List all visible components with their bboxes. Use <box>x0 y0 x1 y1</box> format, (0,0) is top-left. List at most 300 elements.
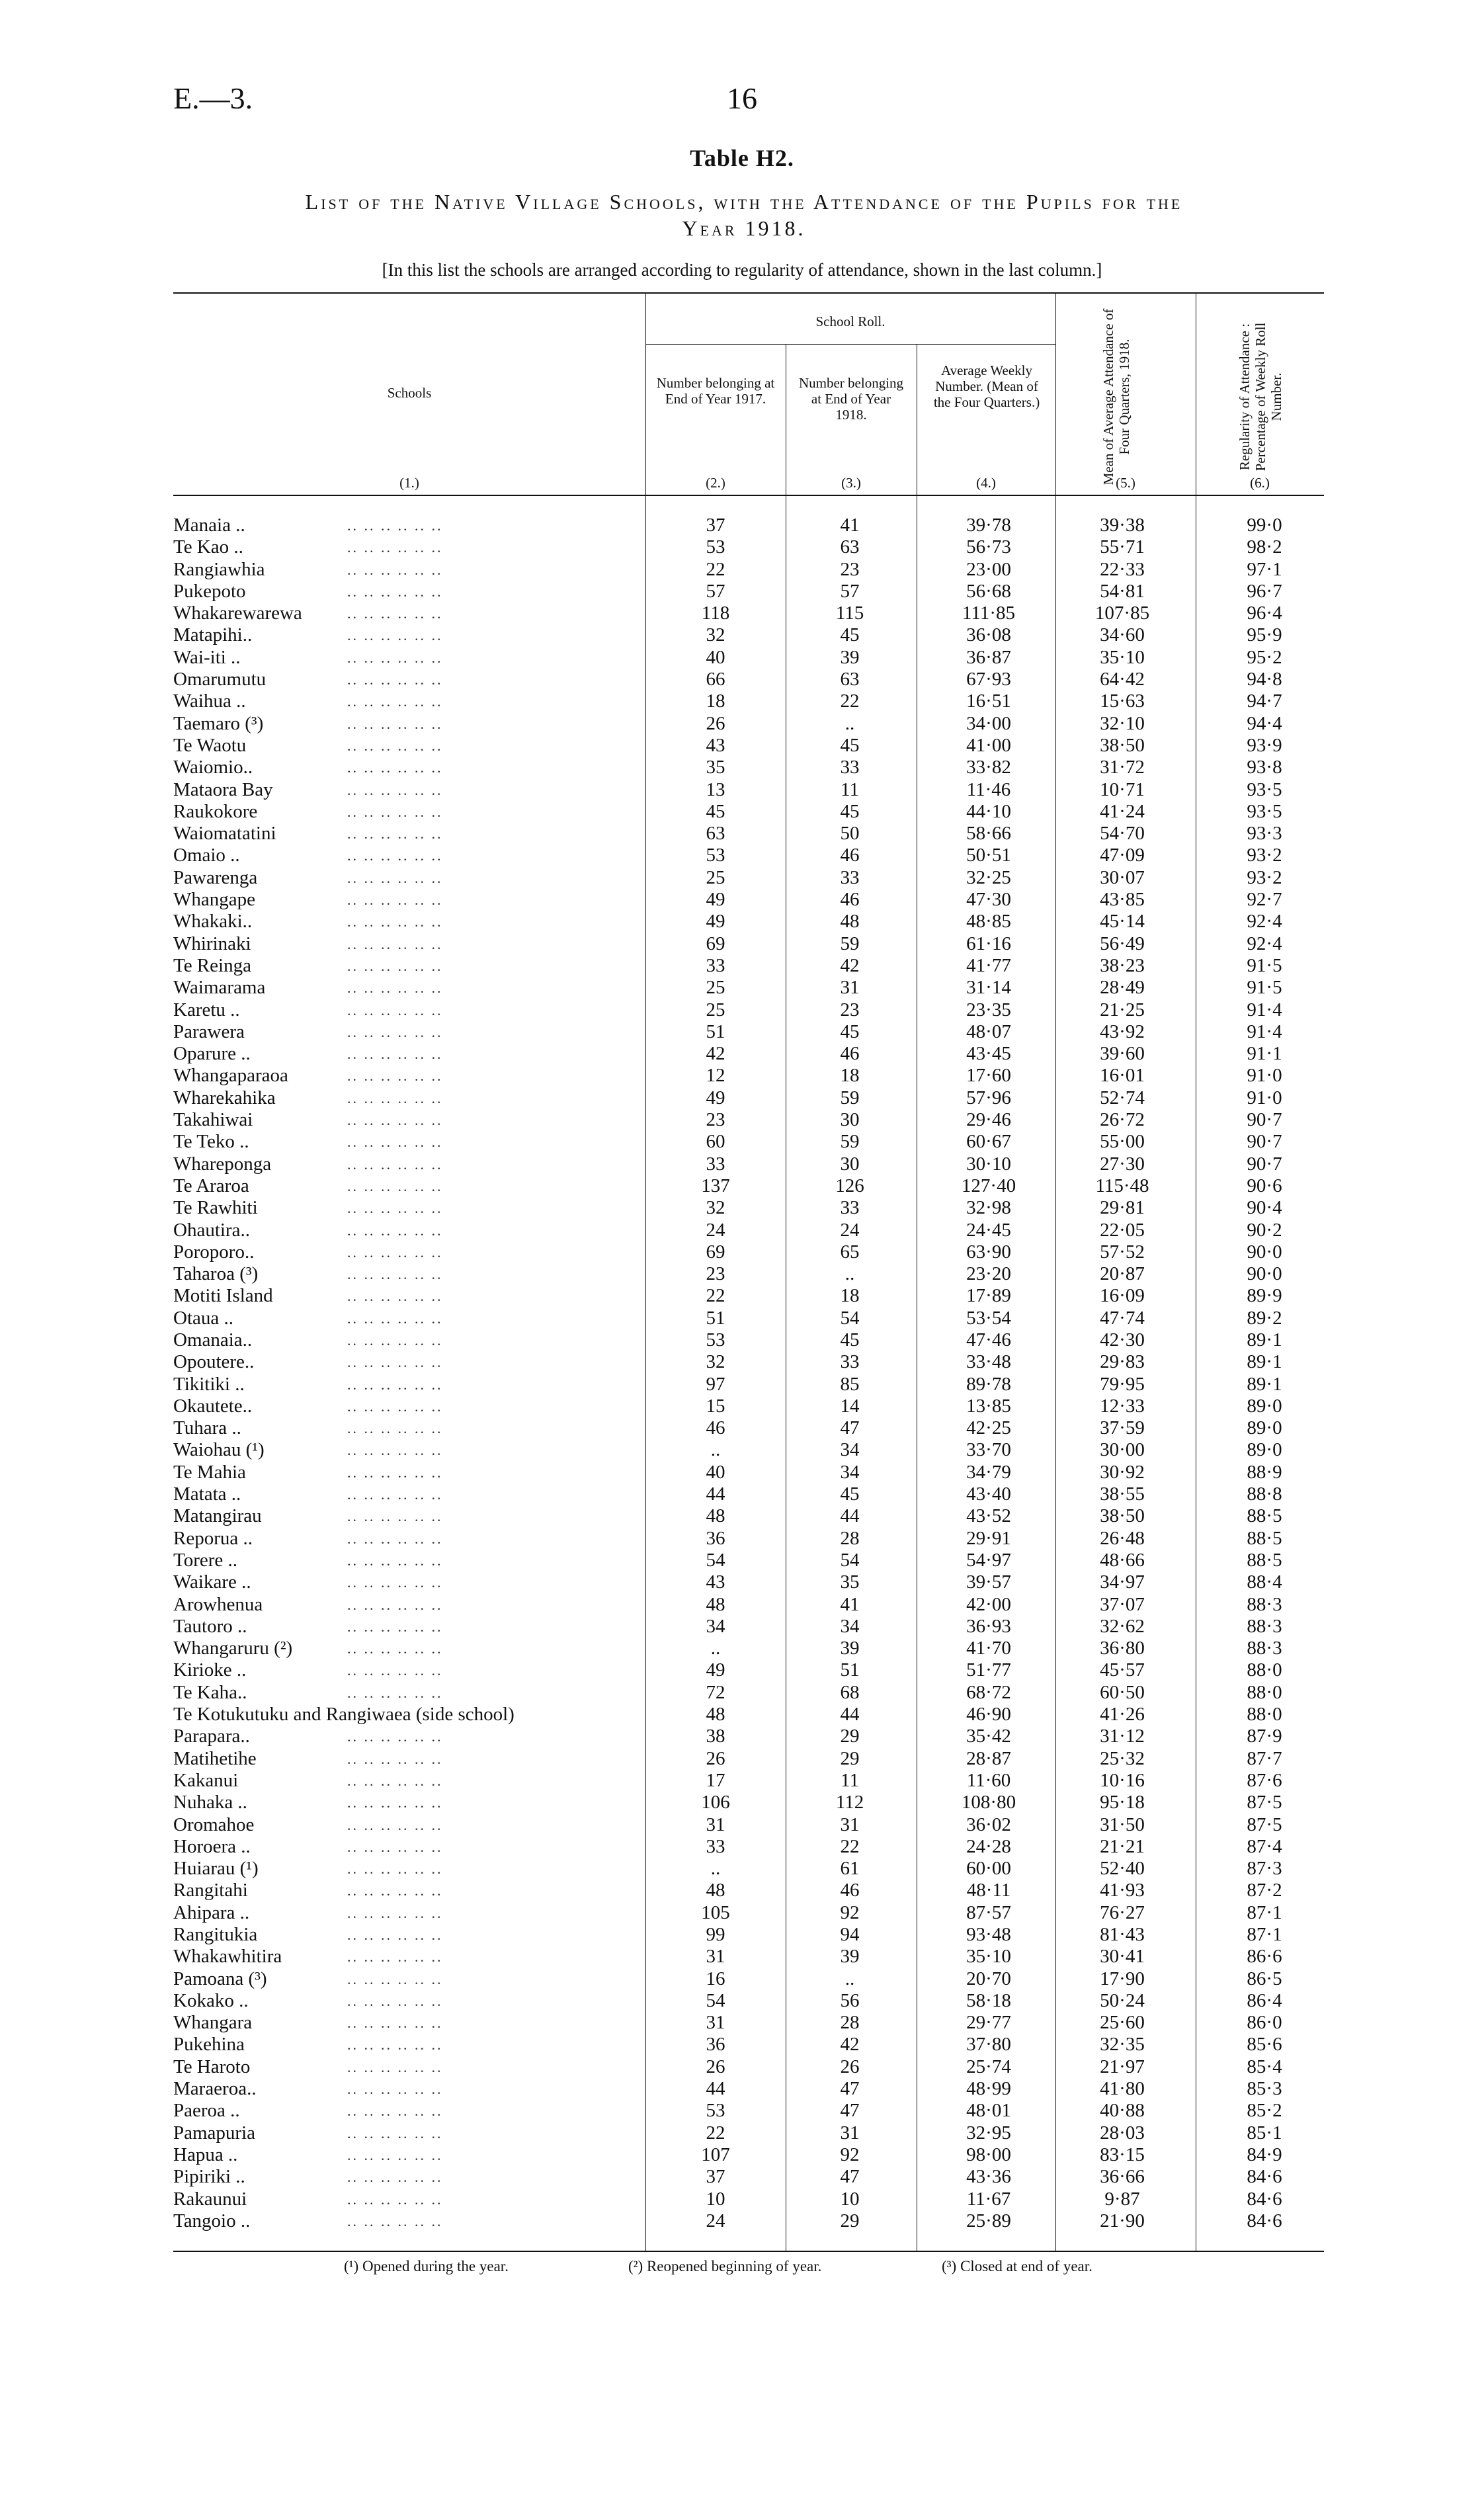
regularity-percent: 89·0 <box>1247 1395 1282 1417</box>
regularity-percent: 87·2 <box>1247 1880 1282 1901</box>
roll-1918: 45 <box>840 1021 860 1042</box>
regularity-percent: 93·9 <box>1247 734 1282 756</box>
average-attendance: 26·48 <box>1100 1527 1145 1549</box>
roll-1918: 46 <box>840 889 860 911</box>
leader-dots: .. .. .. .. .. .. <box>347 693 443 710</box>
roll-1917: 69 <box>706 1241 725 1263</box>
leader-dots: .. .. .. .. .. .. <box>347 892 443 909</box>
regularity-percent: 89·9 <box>1247 1285 1282 1307</box>
roll-1917: 49 <box>706 1087 725 1108</box>
roll-1917: 24 <box>706 2210 725 2231</box>
roll-1918: 23 <box>840 558 860 580</box>
regularity-percent: 96·7 <box>1247 580 1282 602</box>
average-attendance: 35·10 <box>1100 646 1145 668</box>
roll-1918: 30 <box>840 1153 860 1175</box>
subtitle-line-2: Year 1918. <box>682 216 806 240</box>
leader-dots: .. .. .. .. .. .. <box>347 759 443 776</box>
average-attendance: 27·30 <box>1100 1153 1145 1175</box>
average-weekly: 13·85 <box>966 1395 1011 1417</box>
leader-dots: .. .. .. .. .. .. <box>347 913 443 931</box>
average-attendance: 39·60 <box>1100 1043 1145 1065</box>
average-attendance: 10·16 <box>1100 1769 1145 1791</box>
regularity-percent: 89·1 <box>1247 1329 1282 1351</box>
table-row <box>0 536 1484 558</box>
average-weekly: 16·51 <box>966 690 1011 712</box>
table-row <box>0 2144 1484 2166</box>
leader-dots: .. .. .. .. .. .. <box>347 1023 443 1040</box>
regularity-percent: 91·4 <box>1247 999 1282 1021</box>
average-attendance: 41·24 <box>1100 800 1145 822</box>
regularity-percent: 88·3 <box>1247 1593 1282 1615</box>
average-weekly: 33·82 <box>966 757 1011 778</box>
roll-1917: 60 <box>706 1131 725 1153</box>
leader-dots: .. .. .. .. .. .. <box>347 1288 443 1305</box>
school-name: Taharoa (³) <box>173 1263 259 1285</box>
average-attendance: 43·92 <box>1100 1021 1145 1042</box>
average-attendance: 15·63 <box>1100 690 1145 712</box>
average-attendance: 28·49 <box>1100 977 1145 999</box>
roll-1918: 33 <box>840 866 860 888</box>
average-attendance: 26·72 <box>1100 1109 1145 1131</box>
regularity-percent: 88·5 <box>1247 1549 1282 1571</box>
average-weekly: 11·60 <box>966 1769 1011 1791</box>
leader-dots: .. .. .. .. .. .. <box>347 957 443 974</box>
roll-1918: 28 <box>840 1527 860 1549</box>
roll-1918: 85 <box>840 1373 860 1395</box>
leader-dots: .. .. .. .. .. .. <box>347 1662 443 1679</box>
average-attendance: 17·90 <box>1100 1968 1145 1989</box>
roll-1918: 45 <box>840 1329 860 1351</box>
regularity-percent: 89·0 <box>1247 1439 1282 1461</box>
roll-1917: 16 <box>706 1968 725 1989</box>
average-weekly: 32·95 <box>966 2122 1011 2144</box>
table-row <box>0 1968 1484 1990</box>
table-row <box>0 2034 1484 2056</box>
table-row <box>0 1770 1484 1792</box>
average-attendance: 31·12 <box>1100 1726 1145 1747</box>
average-weekly: 108·80 <box>961 1792 1016 1813</box>
roll-1918: 22 <box>840 1835 860 1857</box>
column-number-6: (6.) <box>1250 475 1270 491</box>
average-weekly: 58·66 <box>966 823 1011 845</box>
column-number-1: (1.) <box>399 475 419 491</box>
roll-1917: 43 <box>706 1571 725 1593</box>
average-attendance: 43·85 <box>1100 889 1145 911</box>
roll-1918: 34 <box>840 1615 860 1637</box>
school-name: Omanaia.. <box>173 1329 253 1351</box>
school-name: Whirinaki <box>173 933 251 954</box>
roll-1917: .. <box>710 1858 721 1880</box>
leader-dots: .. .. .. .. .. .. <box>347 2103 443 2120</box>
table-row <box>0 1902 1484 1924</box>
column-number-4: (4.) <box>976 475 996 491</box>
regularity-percent: 90·7 <box>1247 1153 1282 1175</box>
leader-dots: .. .. .. .. .. .. <box>347 803 443 820</box>
leader-dots: .. .. .. .. .. .. <box>347 605 443 622</box>
average-weekly: 60·00 <box>966 1858 1011 1880</box>
table-subtitle <box>159 188 1329 241</box>
roll-1918: 42 <box>840 954 860 976</box>
average-weekly: 34·79 <box>966 1461 1011 1483</box>
table-row <box>0 669 1484 690</box>
average-weekly: 24·28 <box>966 1835 1011 1857</box>
regularity-percent: 87·1 <box>1247 1924 1282 1945</box>
column-number-5: (5.) <box>1116 475 1135 491</box>
average-attendance: 10·71 <box>1100 778 1145 800</box>
regularity-percent: 95·9 <box>1247 624 1282 646</box>
roll-1918: 41 <box>840 515 860 536</box>
school-name: Oparure .. <box>173 1043 251 1065</box>
roll-1917: 15 <box>706 1395 725 1417</box>
leader-dots: .. .. .. .. .. .. <box>347 1089 443 1106</box>
average-attendance: 25·60 <box>1100 2012 1145 2034</box>
leader-dots: .. .. .. .. .. .. <box>347 1243 443 1261</box>
leader-dots: .. .. .. .. .. .. <box>347 583 443 600</box>
roll-1917: 22 <box>706 2122 725 2144</box>
average-weekly: 36·93 <box>966 1615 1011 1637</box>
average-weekly: 53·54 <box>966 1307 1011 1329</box>
regularity-percent: 99·0 <box>1247 515 1282 536</box>
table-row <box>0 1131 1484 1153</box>
roll-1918: 115 <box>835 603 864 624</box>
regularity-percent: 87·1 <box>1247 1901 1282 1923</box>
roll-1917: 31 <box>706 1813 725 1835</box>
average-attendance: 28·03 <box>1100 2122 1145 2144</box>
school-name: Opoutere.. <box>173 1351 255 1373</box>
leader-dots: .. .. .. .. .. .. <box>347 1860 443 1878</box>
leader-dots: .. .. .. .. .. .. <box>347 781 443 798</box>
school-name: Motiti Island <box>173 1285 273 1307</box>
average-attendance: 38·50 <box>1100 1505 1145 1527</box>
table-row <box>0 1946 1484 1968</box>
leader-dots: .. .. .. .. .. .. <box>347 649 443 666</box>
roll-1918: 61 <box>840 1858 860 1880</box>
regularity-percent: 93·8 <box>1247 757 1282 778</box>
regularity-percent: 90·7 <box>1247 1131 1282 1153</box>
average-attendance: 55·00 <box>1100 1131 1145 1153</box>
roll-1918: 33 <box>840 1351 860 1373</box>
regularity-percent: 97·1 <box>1247 558 1282 580</box>
roll-1917: 45 <box>706 800 725 822</box>
table-row <box>0 1704 1484 1726</box>
table-row <box>0 1175 1484 1197</box>
regularity-percent: 88·8 <box>1247 1483 1282 1505</box>
average-attendance: 115·48 <box>1095 1175 1149 1196</box>
roll-1918: 45 <box>840 1483 860 1505</box>
roll-1917: 137 <box>701 1175 730 1196</box>
average-weekly: 32·98 <box>966 1197 1011 1219</box>
roll-1918: 33 <box>840 757 860 778</box>
table-row <box>0 1021 1484 1043</box>
average-weekly: 48·99 <box>966 2078 1011 2100</box>
average-attendance: 83·15 <box>1100 2144 1145 2165</box>
average-weekly: 42·00 <box>966 1593 1011 1615</box>
roll-1917: 40 <box>706 646 725 668</box>
table-row <box>0 1616 1484 1638</box>
header-school-roll: School Roll. <box>815 313 886 329</box>
school-name: Whareponga <box>173 1153 272 1175</box>
average-attendance: 34·60 <box>1100 624 1145 646</box>
average-attendance: 38·50 <box>1100 734 1145 756</box>
roll-1918: 11 <box>841 778 859 800</box>
average-weekly: 44·10 <box>966 800 1011 822</box>
regularity-percent: 98·2 <box>1247 536 1282 558</box>
table-row <box>0 2188 1484 2210</box>
table-row <box>0 1505 1484 1527</box>
school-name: Waiomio.. <box>173 757 253 778</box>
school-name: Pamapuria <box>173 2122 256 2144</box>
school-name: Matata .. <box>173 1483 241 1505</box>
roll-1917: 53 <box>706 536 725 558</box>
table-row <box>0 1726 1484 1747</box>
regularity-percent: 87·3 <box>1247 1858 1282 1880</box>
average-weekly: 29·77 <box>966 2012 1011 2034</box>
table-row <box>0 1109 1484 1131</box>
roll-1917: 33 <box>706 954 725 976</box>
roll-1917: 37 <box>706 2166 725 2188</box>
regularity-percent: 94·7 <box>1247 690 1282 712</box>
average-attendance: 32·62 <box>1100 1615 1145 1637</box>
footnote-closed: (³) Closed at end of year. <box>942 2258 1092 2274</box>
average-weekly: 48·07 <box>966 1021 1011 1042</box>
roll-1918: 34 <box>840 1439 860 1461</box>
regularity-percent: 87·4 <box>1247 1835 1282 1857</box>
regularity-percent: 88·5 <box>1247 1505 1282 1527</box>
roll-1918: 29 <box>840 1726 860 1747</box>
footnote-reopened: (²) Reopened beginning of year. <box>628 2258 822 2274</box>
average-attendance: 40·88 <box>1100 2100 1145 2122</box>
roll-1917: 51 <box>706 1307 725 1329</box>
average-weekly: 32·25 <box>966 866 1011 888</box>
roll-1918: 42 <box>840 2034 860 2056</box>
roll-1917: 32 <box>706 1197 725 1219</box>
leader-dots: .. .. .. .. .. .. <box>347 2190 443 2208</box>
school-name: Omaio .. <box>173 845 240 866</box>
roll-1918: 11 <box>841 1769 859 1791</box>
average-attendance: 36·66 <box>1100 2166 1145 2188</box>
table-row <box>0 1197 1484 1219</box>
roll-1917: 25 <box>706 999 725 1021</box>
regularity-percent: 90·0 <box>1247 1263 1282 1285</box>
table-row <box>0 1439 1484 1461</box>
school-name: Kakanui <box>173 1769 239 1791</box>
roll-1917: 49 <box>706 889 725 911</box>
table-row <box>0 581 1484 603</box>
average-attendance: 52·74 <box>1100 1087 1145 1108</box>
regularity-percent: 86·0 <box>1247 2012 1282 2034</box>
column-number-2: (2.) <box>706 475 725 491</box>
leader-dots: .. .. .. .. .. .. <box>347 1904 443 1921</box>
leader-dots: .. .. .. .. .. .. <box>347 1155 443 1173</box>
table-row <box>0 911 1484 933</box>
school-name: Waiohau (¹) <box>173 1439 265 1461</box>
average-weekly: 48·11 <box>966 1880 1011 1901</box>
table-row <box>0 2078 1484 2100</box>
roll-1917: 72 <box>706 1681 725 1703</box>
roll-1917: 69 <box>706 933 725 954</box>
average-weekly: 11·46 <box>966 778 1011 800</box>
average-weekly: 39·57 <box>966 1571 1011 1593</box>
school-name: Te Reinga <box>173 954 251 976</box>
regularity-percent: 84·6 <box>1247 2188 1282 2210</box>
roll-1917: 23 <box>706 1263 725 1285</box>
average-attendance: 38·23 <box>1100 954 1145 976</box>
leader-dots: .. .. .. .. .. .. <box>347 1442 443 1459</box>
roll-1918: 46 <box>840 1880 860 1901</box>
average-weekly: 33·48 <box>966 1351 1011 1373</box>
table-row <box>0 1220 1484 1241</box>
roll-1917: 49 <box>706 1659 725 1681</box>
leader-dots: .. .. .. .. .. .. <box>347 1112 443 1129</box>
average-attendance: 21·21 <box>1100 1835 1145 1857</box>
regularity-percent: 94·4 <box>1247 712 1282 734</box>
average-weekly: 35·10 <box>966 1946 1011 1968</box>
school-name: Tautoro .. <box>173 1615 247 1637</box>
roll-1917: 13 <box>706 778 725 800</box>
school-name: Mataora Bay <box>173 778 273 800</box>
regularity-percent: 91·1 <box>1247 1043 1282 1065</box>
average-attendance: 45·57 <box>1100 1659 1145 1681</box>
regularity-percent: 85·2 <box>1247 2100 1282 2122</box>
leader-dots: .. .. .. .. .. .. <box>347 1970 443 1987</box>
table-row <box>0 889 1484 911</box>
school-name: Wai-iti .. <box>173 646 241 668</box>
school-name: Ohautira.. <box>173 1219 250 1241</box>
roll-1918: 65 <box>840 1241 860 1263</box>
roll-1917: 118 <box>701 603 730 624</box>
roll-1918: 22 <box>840 690 860 712</box>
table-row <box>0 1748 1484 1770</box>
leader-dots: .. .. .. .. .. .. <box>347 1794 443 1812</box>
average-weekly: 29·46 <box>966 1109 1011 1131</box>
average-weekly: 25·74 <box>966 2056 1011 2077</box>
table-row <box>0 1528 1484 1550</box>
leader-dots: .. .. .. .. .. .. <box>347 1530 443 1547</box>
average-weekly: 63·90 <box>966 1241 1011 1263</box>
roll-1918: 29 <box>840 2210 860 2231</box>
regularity-percent: 90·0 <box>1247 1241 1282 1263</box>
regularity-percent: 84·6 <box>1247 2166 1282 2188</box>
roll-1917: 63 <box>706 823 725 845</box>
roll-1917: 32 <box>706 1351 725 1373</box>
leader-dots: .. .. .. .. .. .. <box>347 869 443 886</box>
roll-1917: 107 <box>701 2144 730 2165</box>
school-name: Kirioke .. <box>173 1659 247 1681</box>
leader-dots: .. .. .. .. .. .. <box>347 1464 443 1481</box>
school-name: Hapua .. <box>173 2144 238 2165</box>
regularity-percent: 89·0 <box>1247 1417 1282 1439</box>
regularity-percent: 89·1 <box>1247 1351 1282 1373</box>
school-name: Nuhaka .. <box>173 1792 247 1813</box>
roll-1918: 46 <box>840 1043 860 1065</box>
roll-1917: 23 <box>706 1109 725 1131</box>
school-name: Whangaruru (²) <box>173 1638 293 1659</box>
roll-1918: 54 <box>840 1307 860 1329</box>
roll-1917: 44 <box>706 1483 725 1505</box>
column-number-3: (3.) <box>841 475 861 491</box>
leader-dots: .. .. .. .. .. .. <box>347 2081 443 2098</box>
average-attendance: 81·43 <box>1100 1924 1145 1945</box>
arrangement-note: [In this list the schools are arranged according to regularity of attendance, shown in the last column.] <box>382 260 1102 280</box>
roll-1918: 47 <box>840 1417 860 1439</box>
average-attendance: 20·87 <box>1100 1263 1145 1285</box>
regularity-percent: 88·3 <box>1247 1615 1282 1637</box>
table-row <box>0 845 1484 866</box>
school-name: Pipiriki .. <box>173 2166 245 2188</box>
school-name: Waiomatatini <box>173 823 276 845</box>
leader-dots: .. .. .. .. .. .. <box>347 1200 443 1217</box>
regularity-percent: 91·0 <box>1247 1065 1282 1087</box>
header-col4: Average Weekly Number. (Mean of the Four Quarters.) <box>933 362 1040 410</box>
table-row <box>0 1682 1484 1704</box>
roll-1917: .. <box>710 1439 721 1461</box>
roll-1917: 31 <box>706 2012 725 2034</box>
average-weekly: 54·97 <box>966 1549 1011 1571</box>
roll-1917: 31 <box>706 1946 725 1968</box>
roll-1917: 36 <box>706 2034 725 2056</box>
average-weekly: 29·91 <box>966 1527 1011 1549</box>
table-row <box>0 1308 1484 1329</box>
roll-1918: 63 <box>840 536 860 558</box>
school-name: Parawera <box>173 1021 245 1042</box>
average-attendance: 9·87 <box>1104 2188 1140 2210</box>
footnote-opened: (¹) Opened during the year. <box>344 2258 509 2274</box>
table-row <box>0 1065 1484 1087</box>
leader-dots: .. .. .. .. .. .. <box>347 1640 443 1657</box>
regularity-percent: 85·4 <box>1247 2056 1282 2077</box>
average-weekly: 41·00 <box>966 734 1011 756</box>
average-attendance: 55·71 <box>1100 536 1145 558</box>
roll-1917: 32 <box>706 624 725 646</box>
average-weekly: 89·78 <box>966 1373 1011 1395</box>
school-name: Huiarau (¹) <box>173 1858 259 1880</box>
school-name: Matihetihe <box>173 1747 257 1769</box>
school-name: Tikitiki .. <box>173 1373 245 1395</box>
table-row <box>0 933 1484 955</box>
school-name: Horoera .. <box>173 1835 251 1857</box>
average-weekly: 36·08 <box>966 624 1011 646</box>
table-row <box>0 823 1484 845</box>
school-name: Pamoana (³) <box>173 1968 267 1989</box>
school-name: Okautete.. <box>173 1395 253 1417</box>
regularity-percent: 95·2 <box>1247 646 1282 668</box>
roll-1918: 44 <box>840 1505 860 1527</box>
regularity-percent: 91·4 <box>1247 1021 1282 1042</box>
leader-dots: .. .. .. .. .. .. <box>347 2169 443 2186</box>
table-row <box>0 1990 1484 2012</box>
average-weekly: 24·45 <box>966 1219 1011 1241</box>
average-attendance: 21·97 <box>1100 2056 1145 2077</box>
average-weekly: 23·00 <box>966 558 1011 580</box>
average-weekly: 93·48 <box>966 1924 1011 1945</box>
regularity-percent: 96·4 <box>1247 603 1282 624</box>
roll-1917: 57 <box>706 580 725 602</box>
average-weekly: 56·68 <box>966 580 1011 602</box>
roll-1918: 51 <box>840 1659 860 1681</box>
regularity-percent: 93·2 <box>1247 845 1282 866</box>
roll-1917: 43 <box>706 734 725 756</box>
average-weekly: 127·40 <box>961 1175 1016 1196</box>
roll-1918: 28 <box>840 2012 860 2034</box>
roll-1918: 59 <box>840 1131 860 1153</box>
leader-dots: .. .. .. .. .. .. <box>347 825 443 843</box>
roll-1918: 23 <box>840 999 860 1021</box>
table-row <box>0 735 1484 757</box>
average-weekly: 20·70 <box>966 1968 1011 1989</box>
roll-1918: 30 <box>840 1109 860 1131</box>
leader-dots: .. .. .. .. .. .. <box>347 1266 443 1283</box>
table-row <box>0 1396 1484 1417</box>
